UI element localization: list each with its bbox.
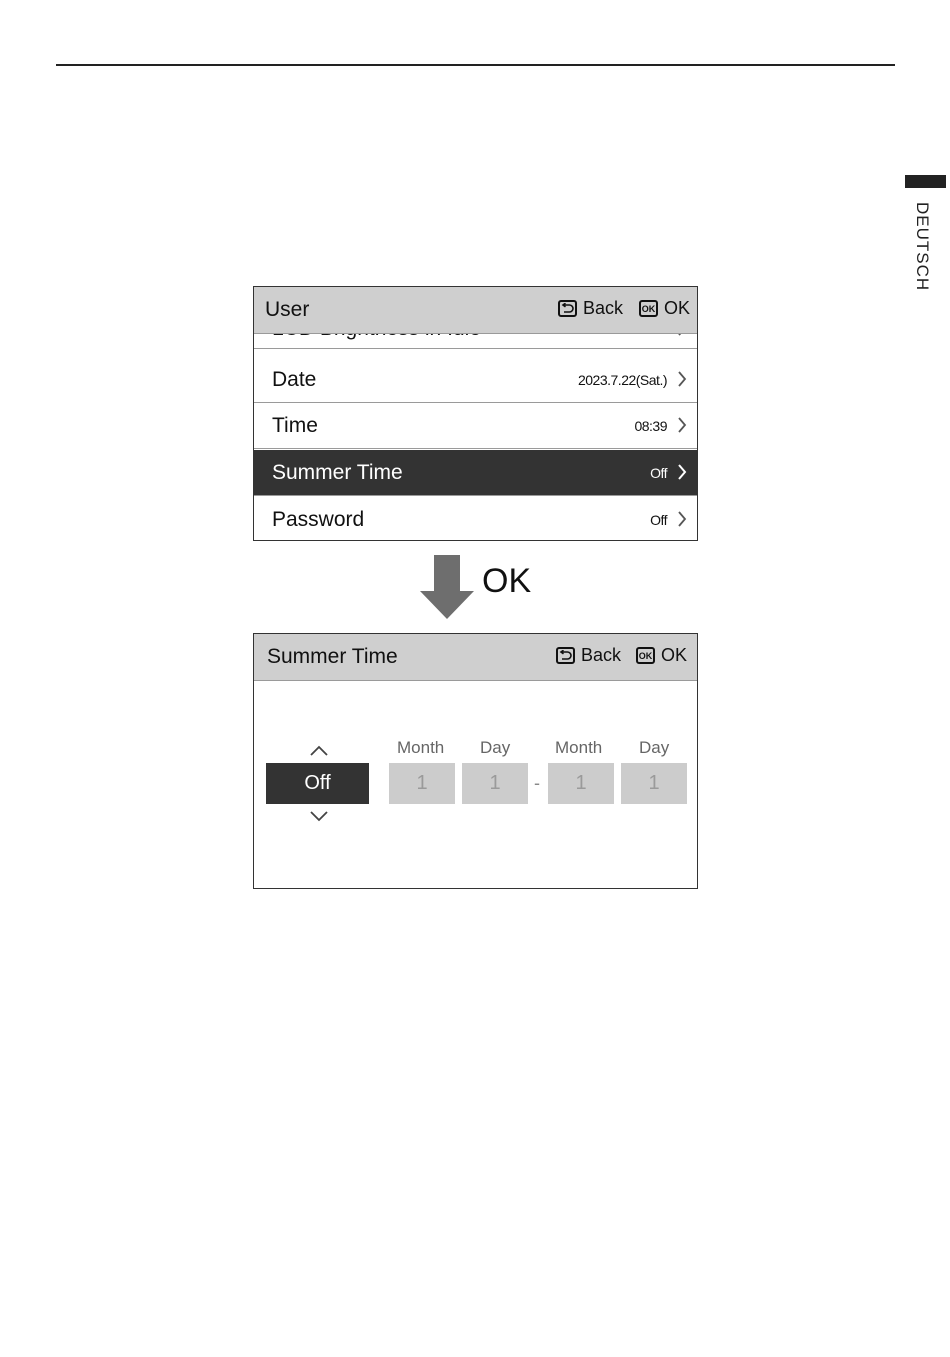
- menu-row-value: Off: [650, 465, 667, 481]
- summer-time-header: [254, 634, 697, 681]
- summer-time-screen: [253, 633, 698, 889]
- top-rule: [56, 64, 895, 66]
- back-button[interactable]: [556, 645, 621, 666]
- ok-key-icon: OK: [636, 647, 655, 664]
- start-day-field[interactable]: 1: [462, 763, 528, 804]
- menu-row-label: Password: [272, 508, 365, 531]
- menu-row-value: Off: [650, 512, 667, 528]
- user-menu-header: [254, 287, 697, 334]
- chevron-right-icon: [677, 511, 687, 527]
- menu-row-label: Time: [272, 414, 318, 437]
- transition-ok-label: OK: [482, 562, 532, 600]
- ok-key-icon: OK: [639, 300, 658, 317]
- chevron-down-icon[interactable]: [310, 811, 328, 823]
- start-day-label: Day: [480, 738, 511, 757]
- down-arrow-icon: [420, 555, 474, 619]
- menu-row-summer-time[interactable]: [254, 450, 697, 496]
- menu-row-label: Date: [272, 368, 317, 391]
- language-tab-marker: [905, 175, 946, 188]
- end-month-label: Month: [555, 738, 603, 757]
- end-day-label: Day: [639, 738, 670, 757]
- back-label: Back: [581, 645, 622, 665]
- menu-row-label: Summer Time: [272, 461, 403, 484]
- chevron-up-icon[interactable]: [310, 744, 328, 756]
- date-range-separator: -: [534, 773, 540, 793]
- back-button[interactable]: [558, 298, 623, 319]
- menu-row-value: 08:39: [634, 418, 667, 434]
- menu-row-password[interactable]: [254, 497, 697, 541]
- summer-time-mode-selector[interactable]: Off: [266, 763, 369, 804]
- chevron-right-icon: [677, 371, 687, 387]
- language-tab-label: DEUTSCH: [913, 202, 932, 292]
- start-month-field[interactable]: 1: [389, 763, 455, 804]
- end-month-field[interactable]: 1: [548, 763, 614, 804]
- ok-label: OK: [661, 645, 688, 665]
- start-month-label: Month: [397, 738, 445, 757]
- chevron-right-icon: [677, 417, 687, 433]
- chevron-right-icon: [677, 464, 687, 480]
- screen-title: User: [265, 298, 310, 321]
- user-menu-screen: [253, 286, 698, 541]
- back-icon: [556, 647, 575, 664]
- ok-label: OK: [664, 298, 691, 318]
- ok-button[interactable]: [636, 645, 687, 666]
- end-day-field[interactable]: 1: [621, 763, 687, 804]
- menu-row-date[interactable]: [254, 357, 697, 403]
- ok-button[interactable]: [639, 298, 690, 319]
- back-label: Back: [583, 298, 624, 318]
- menu-row-value: 2023.7.22(Sat.): [577, 372, 667, 388]
- screen-title: Summer Time: [267, 645, 398, 668]
- back-icon: [558, 300, 577, 317]
- menu-row-time[interactable]: [254, 403, 697, 449]
